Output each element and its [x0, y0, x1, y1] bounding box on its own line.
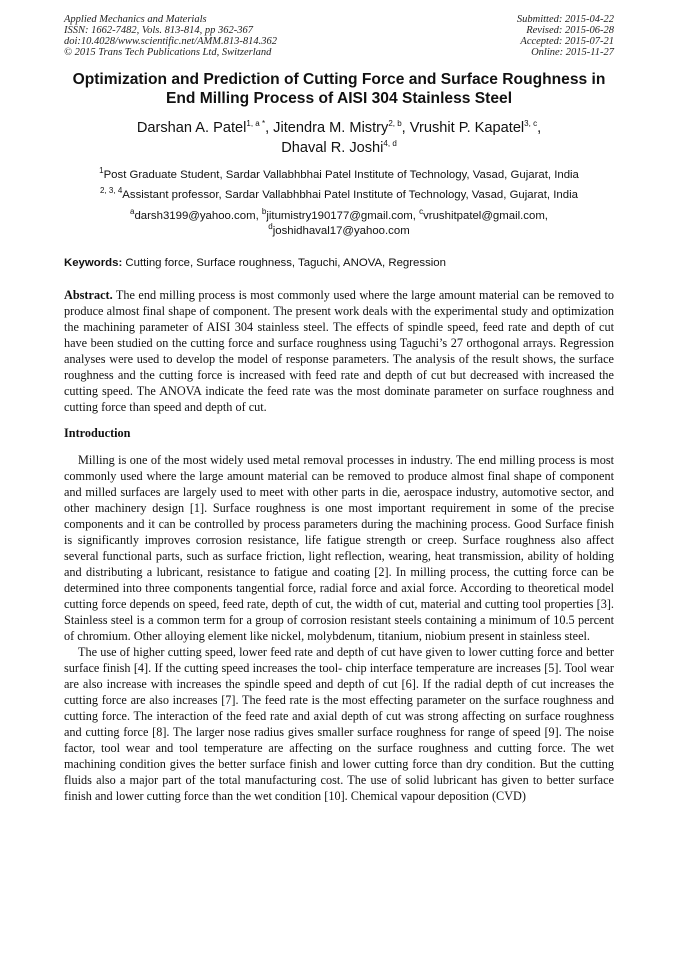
date-online: Online: 2015-11-27 [531, 47, 614, 58]
keywords-label: Keywords: [64, 257, 123, 269]
author-separator: , [401, 120, 410, 136]
affiliations [64, 168, 614, 203]
keywords [64, 256, 614, 270]
author-superscript: 3, c [524, 119, 538, 129]
affiliation-text: Assistant professor, Sardar Vallabhbhai Patel Institute of Technology, Vasad, Gujarat, India [122, 189, 578, 201]
paper-title [64, 70, 614, 108]
email-link[interactable]: joshidhaval17@yahoo.com [272, 225, 410, 237]
email-superscript: a [130, 207, 135, 217]
email-link[interactable]: vrushitpatel@gmail.com, [423, 210, 548, 222]
intro-paragraph-1: Milling is one of the most widely used metal removal processes in industry. The end milling process is most commonly used where the large amount material can be removed to produce almost final shape of component and milled surfaces are largely used to meet with other parts in die, aerospace industry, automotive sector, and other machinery design [1]. Surface roughness is one most important requirement in some of the precise components and it can be controlled by process parameters during the machining process. Good Surface finish is significantly improves corrosion resistance, life fatigue strength or creep. Surface roughness also affect several functional parts, such as surface friction, light reflection, wearing, heat transmission, ability of holding and distributing a lubricant, resistance to fatigue and coating [2]. In milling process, the cutting force can be determined into three components tangential force, radial force and axial force. According to theoretical model cutting force depends on speed, feed rate, depth of cut, the width of cut, material and cutting tool properties [3]. Stainless steel is a common term for a group of corrosion resistant steels containing a minimum of 10.5 percent of chromium. Other alloying element like nickel, molybdenum, titanium, niobium present in stainless steel. [64, 453, 614, 643]
journal-name: Applied Mechanics and Materials [64, 14, 207, 25]
author-line-1 [64, 118, 614, 138]
abstract-label: Abstract. [64, 288, 113, 302]
author-name: Vrushit P. Kapatel [409, 120, 525, 136]
author-name: Jitendra M. Mistry [273, 120, 389, 136]
abstract-text: The end milling process is most commonly used where the large amount material can be removed to produce almost final shape of component. The present work deals with the experimental study and optimization the machining parameter of AISI 304 stainless steel. The effects of spindle speed, feed rate and depth of cut have been studied on the cutting force and surface roughness using Taguchi’s 27 orthogonal arrays. Regression analyses were used to develop the model of response parameters. The analysis of the result shows, the surface roughness and the cutting force is increased with feed rate and depth of cut but decreased with increased the cutting speed. The ANOVA indicate the feed rate was the most dominate parameter on surface roughness and cutting force than speed and depth of cut. [64, 288, 614, 414]
email-line-1 [64, 209, 614, 224]
author-line-2 [64, 138, 614, 158]
email-link[interactable]: darsh3199@yahoo.com, [134, 210, 262, 222]
affiliation-superscript: 2, 3, 4 [100, 186, 123, 196]
author-superscript: 2, b [388, 119, 402, 129]
author-name: Dhaval R. Joshi [281, 140, 384, 156]
email-superscript: d [268, 222, 273, 232]
keywords-text: Cutting force, Surface roughness, Taguchi, ANOVA, Regression [122, 257, 446, 269]
author-superscript: 1, a * [246, 119, 266, 129]
email-superscript: b [261, 207, 267, 217]
section-heading: Introduction [64, 426, 131, 440]
affiliation-text: Post Graduate Student, Sardar Vallabhbhai Patel Institute of Technology, Vasad, Gujarat, India [103, 169, 579, 181]
email-line-2 [64, 224, 614, 239]
email-superscript: c [419, 207, 424, 217]
author-list [64, 118, 614, 158]
affiliation-1 [64, 168, 614, 183]
title-line-2: End Milling Process of AISI 304 Stainless Steel [165, 90, 513, 107]
paper-page [64, 14, 614, 804]
journal-copyright: © 2015 Trans Tech Publications Ltd, Switzerland [64, 47, 272, 58]
journal-header [64, 14, 614, 58]
affiliation-2 [64, 188, 614, 203]
journal-doi: doi:10.4028/www.scientific.net/AMM.813-814.362 [64, 36, 277, 47]
author-name: Darshan A. Patel [136, 120, 247, 136]
abstract [64, 287, 614, 415]
date-accepted: Accepted: 2015-07-21 [520, 36, 614, 47]
intro-paragraph-2: The use of higher cutting speed, lower feed rate and depth of cut have given to lower cutting force and better surface finish [4]. If the cutting speed increases the tool- chip interface temperature are increases [5]. Tool wear are also increase with increases the spindle speed and depth of cut [6]. If the radial depth of cut increases the cutting force are also increases [7]. The feed rate is the most effecting parameter on the surface roughness and cutting force. The interaction of the feed rate and axial depth of cut was strong affecting on surface roughness and cutting force [8]. The larger nose radius gives smaller surface roughness for range of speed [9]. The noise factor, tool wear and tool temperature are affecting on the surface roughness and cutting force. The wet machining condition gives the better surface finish and lower cutting force than dry condition. But the cutting fluids also a major part of the total manufacturing cost. The use of solid lubricant has given to better surface finish and lower cutting force than the wet condition [10]. Chemical vapour deposition (CVD) [64, 645, 614, 803]
title-line-1: Optimization and Prediction of Cutting Force and Surface Roughness in [72, 71, 606, 88]
date-submitted: Submitted: 2015-04-22 [516, 14, 614, 25]
author-separator: , [265, 120, 274, 136]
date-revised: Revised: 2015-06-28 [526, 25, 614, 36]
email-link[interactable]: jitumistry190177@gmail.com, [266, 210, 420, 222]
submission-dates [517, 14, 614, 58]
author-superscript: 4, d [383, 139, 397, 149]
journal-info [64, 14, 277, 58]
journal-issn: ISSN: 1662-7482, Vols. 813-814, pp 362-367 [64, 25, 253, 36]
affiliation-superscript: 1 [99, 166, 104, 176]
author-separator: , [537, 120, 542, 136]
author-emails [64, 209, 614, 239]
